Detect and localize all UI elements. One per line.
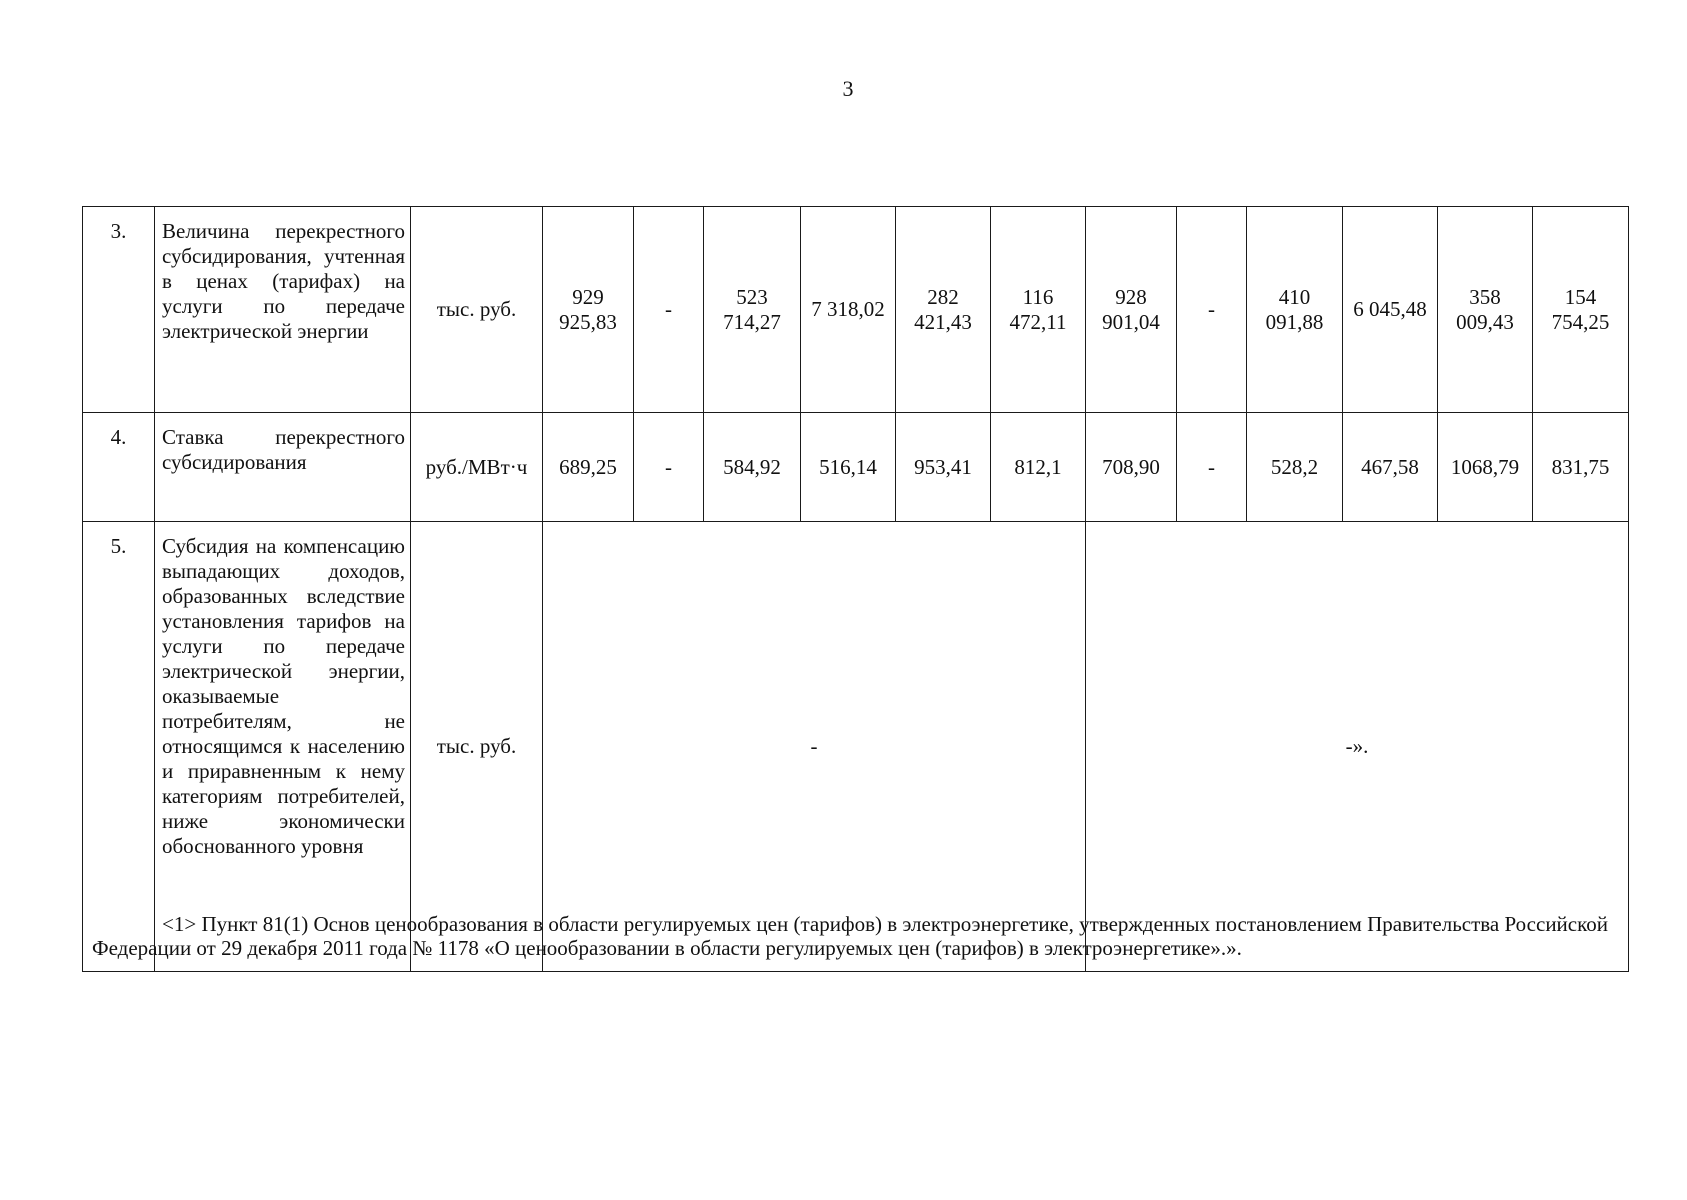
row-unit: тыс. руб. (411, 522, 543, 972)
value-cell: 523 714,27 (704, 207, 801, 413)
value-cell: - (1177, 413, 1247, 522)
value-cell: 584,92 (704, 413, 801, 522)
merged-value-cell: - (543, 522, 1086, 972)
value-cell: - (1177, 207, 1247, 413)
value-cell: - (634, 207, 704, 413)
footnote: <1> Пункт 81(1) Основ ценообразования в области регулируемых цен (тарифов) в электроэнергетике, утвержденных постановлением Правительства Российской Федерации от 29 декабря 2011 года № 1178 «О ценообразовании в области регулируемых цен (тарифов) в электроэнергетике».». (92, 912, 1608, 960)
value-cell: 812,1 (991, 413, 1086, 522)
value-cell: 689,25 (543, 413, 634, 522)
value-cell: 358 009,43 (1438, 207, 1533, 413)
value-cell: 708,90 (1086, 413, 1177, 522)
value-cell: 1068,79 (1438, 413, 1533, 522)
table-row (83, 413, 1629, 522)
row-number: 5. (83, 522, 155, 972)
value-cell: 6 045,48 (1343, 207, 1438, 413)
row-number: 4. (83, 413, 155, 522)
row-label: Субсидия на компенсацию выпадающих доходов, образованных вследствие установления тарифов на услуги по передаче электрической энергии, оказываемые потребителям, не относящимся к населению и приравненным к нему категориям потребителей, ниже экономически обоснованного уровня (155, 522, 411, 972)
value-cell: 928 901,04 (1086, 207, 1177, 413)
row-unit: тыс. руб. (411, 207, 543, 413)
row-label: Величина перекрестного субсидирования, учтенная в ценах (тарифах) на услуги по передаче электрической энергии (155, 207, 411, 413)
tariff-table (82, 206, 1629, 972)
value-cell: 410 091,88 (1247, 207, 1343, 413)
value-cell: 282 421,43 (896, 207, 991, 413)
row-label: Ставка перекрестного субсидирования (155, 413, 411, 522)
table-row (83, 522, 1629, 972)
value-cell: - (634, 413, 704, 522)
value-cell: 528,2 (1247, 413, 1343, 522)
value-cell: 116 472,11 (991, 207, 1086, 413)
page-number: 3 (842, 76, 854, 101)
value-cell: 467,58 (1343, 413, 1438, 522)
value-cell: 929 925,83 (543, 207, 634, 413)
value-cell: 831,75 (1533, 413, 1629, 522)
value-cell: 154 754,25 (1533, 207, 1629, 413)
value-cell: 516,14 (801, 413, 896, 522)
row-unit: руб./МВт·ч (411, 413, 543, 522)
row-number: 3. (83, 207, 155, 413)
table-row (83, 207, 1629, 413)
value-cell: 7 318,02 (801, 207, 896, 413)
value-cell: 953,41 (896, 413, 991, 522)
merged-value-cell: -». (1086, 522, 1629, 972)
